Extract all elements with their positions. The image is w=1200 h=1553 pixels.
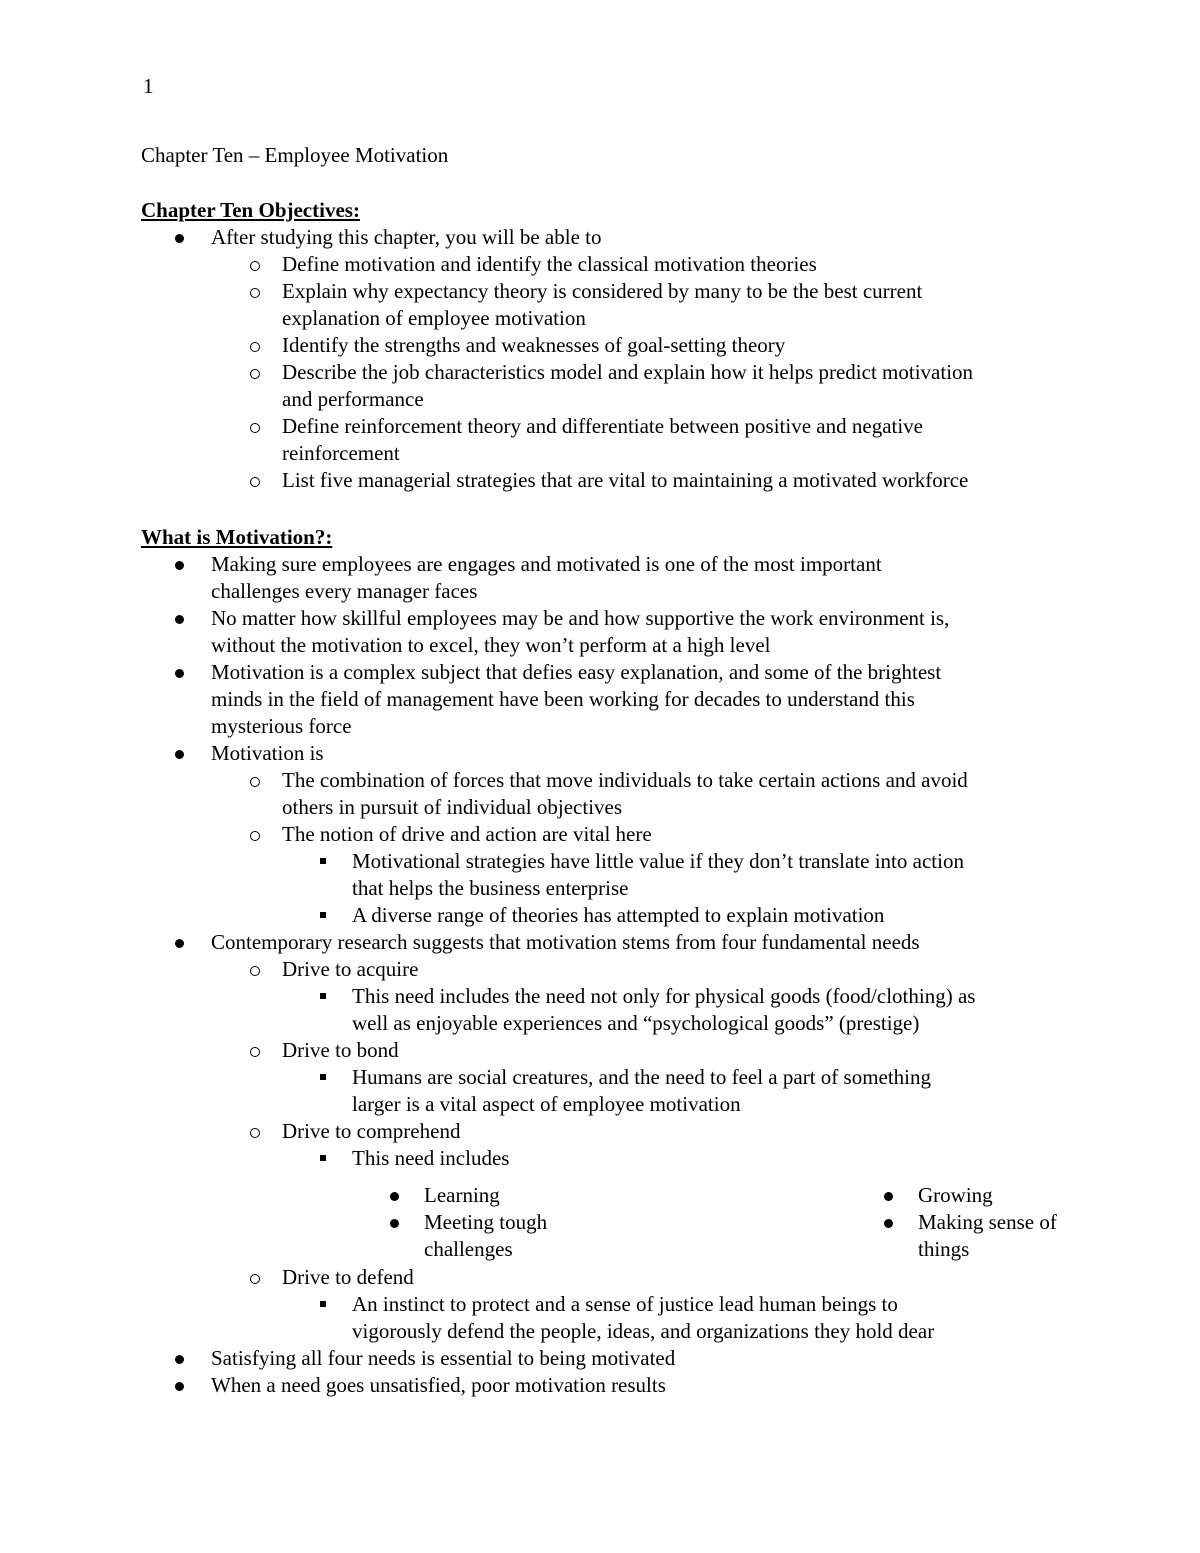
motivation-list-b: [0, 1264, 934, 1399]
bullet-icon: [319, 848, 329, 875]
bullet-icon: [249, 1037, 263, 1064]
list-item: Learning: [390, 1182, 610, 1209]
bullet-icon: [249, 467, 263, 494]
objectives-heading: Chapter Ten Objectives:: [141, 198, 360, 222]
bullet-icon: [174, 1345, 186, 1372]
list-item: Drive to acquire: [0, 956, 975, 983]
list-item: Define motivation and identify the classical motivation theories: [0, 251, 973, 278]
list-item: After studying this chapter, you will be able to: [0, 224, 973, 251]
bullet-icon: [249, 332, 263, 359]
bullet-icon: [249, 956, 263, 983]
list-item: Humans are social creatures, and the need to feel a part of something larger is a vital aspect of employee motivation: [0, 1064, 975, 1118]
bullet-icon: [319, 1291, 329, 1318]
needs-column-left: [390, 1182, 610, 1263]
list-item: Drive to comprehend: [0, 1118, 975, 1145]
bullet-icon: [174, 740, 186, 767]
list-item: This need includes: [0, 1145, 975, 1172]
list-item: Contemporary research suggests that motivation stems from four fundamental needs: [0, 929, 975, 956]
bullet-icon: [319, 1064, 329, 1091]
page-number: 1: [143, 74, 154, 98]
motivation-list-a: [0, 551, 975, 1172]
list-item: The combination of forces that move individuals to take certain actions and avoid others in pursuit of individual objectives: [0, 767, 975, 821]
list-item: List five managerial strategies that are vital to maintaining a motivated workforce: [0, 467, 973, 494]
bullet-icon: [249, 359, 263, 386]
bullet-icon: [319, 983, 329, 1010]
list-item: This need includes the need not only for physical goods (food/clothing) as well as enjoyable experiences and “psychological goods” (prestige): [0, 983, 975, 1037]
list-item: Motivation is: [0, 740, 975, 767]
bullet-icon: [249, 821, 263, 848]
list-item: Making sure employees are engages and motivated is one of the most important challenges every manager faces: [0, 551, 975, 605]
list-item: Satisfying all four needs is essential to being motivated: [0, 1345, 934, 1372]
needs-column-right: [884, 1182, 1094, 1263]
list-item: Drive to defend: [0, 1264, 934, 1291]
bullet-icon: [174, 929, 186, 956]
bullet-icon: [249, 278, 263, 305]
bullet-icon: [249, 1264, 263, 1291]
list-item: Meeting tough challenges: [390, 1209, 610, 1263]
list-item: Describe the job characteristics model and explain how it helps predict motivation and performance: [0, 359, 973, 413]
list-item: An instinct to protect and a sense of justice lead human beings to vigorously defend the people, ideas, and organizations they hold dear: [0, 1291, 934, 1345]
bullet-icon: [174, 659, 186, 686]
list-item: Motivational strategies have little value if they don’t translate into action that helps the business enterprise: [0, 848, 975, 902]
list-item: Motivation is a complex subject that defies easy explanation, and some of the brightest minds in the field of management have been working for decades to understand this mysterious force: [0, 659, 975, 740]
list-item: Making sense of things: [884, 1209, 1094, 1263]
list-item: Growing: [884, 1182, 1094, 1209]
bullet-icon: [249, 413, 263, 440]
motivation-heading: What is Motivation?:: [141, 525, 333, 549]
document-title: Chapter Ten – Employee Motivation: [141, 143, 449, 167]
list-item: Drive to bond: [0, 1037, 975, 1064]
bullet-icon: [884, 1182, 894, 1209]
bullet-icon: [249, 767, 263, 794]
bullet-icon: [390, 1209, 400, 1236]
bullet-icon: [390, 1182, 400, 1209]
bullet-icon: [884, 1209, 894, 1236]
list-item: No matter how skillful employees may be and how supportive the work environment is, without the motivation to excel, they won’t perform at a high level: [0, 605, 975, 659]
bullet-icon: [174, 605, 186, 632]
bullet-icon: [174, 224, 186, 251]
list-item: Define reinforcement theory and differentiate between positive and negative reinforcement: [0, 413, 973, 467]
list-item: A diverse range of theories has attempted to explain motivation: [0, 902, 975, 929]
bullet-icon: [174, 1372, 186, 1399]
list-item: Identify the strengths and weaknesses of goal-setting theory: [0, 332, 973, 359]
bullet-icon: [249, 251, 263, 278]
list-item: Explain why expectancy theory is considered by many to be the best current explanation of employee motivation: [0, 278, 973, 332]
bullet-icon: [174, 551, 186, 578]
list-item: When a need goes unsatisfied, poor motivation results: [0, 1372, 934, 1399]
bullet-icon: [249, 1118, 263, 1145]
list-item: The notion of drive and action are vital here: [0, 821, 975, 848]
bullet-icon: [319, 902, 329, 929]
objectives-list: [0, 224, 973, 494]
bullet-icon: [319, 1145, 329, 1172]
